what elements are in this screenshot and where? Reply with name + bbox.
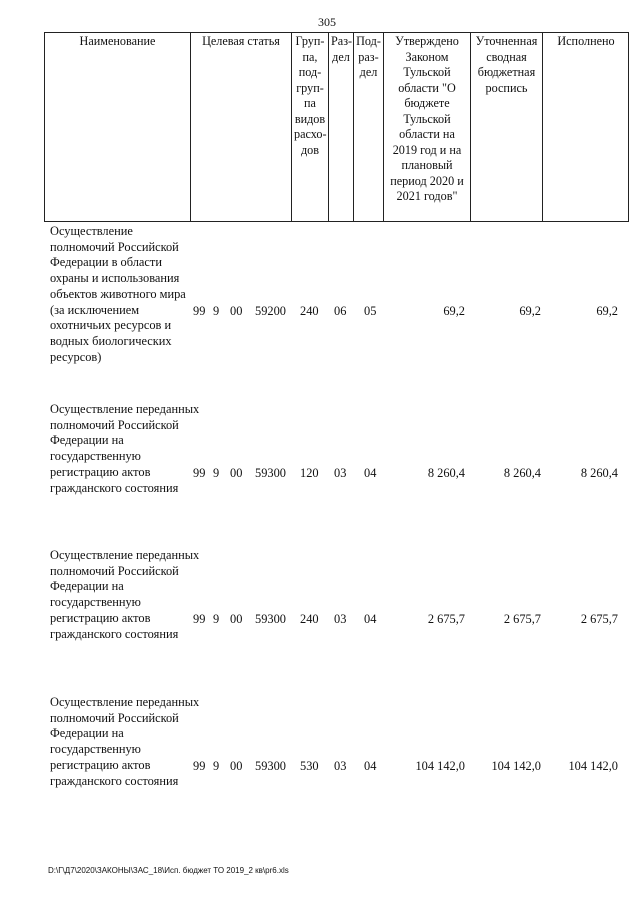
target-program: 99 — [193, 759, 206, 773]
subsection-code: 05 — [364, 304, 377, 318]
executed-value: 104 142,0 — [568, 759, 618, 773]
group-code: 240 — [300, 612, 319, 626]
target-subprogram: 9 — [213, 304, 220, 318]
target-program: 99 — [193, 466, 206, 480]
header-group: Груп-па, под-груп-па видов расхо-дов — [292, 33, 329, 221]
target-code: 59300 — [255, 612, 286, 626]
section-code: 03 — [334, 759, 347, 773]
subsection-code: 04 — [364, 612, 377, 626]
table-row — [0, 548, 640, 648]
target-code: 59300 — [255, 759, 286, 773]
approved-value: 8 260,4 — [427, 466, 465, 480]
table-row — [0, 402, 640, 502]
header-subsection: Под-раз-дел — [354, 33, 384, 221]
header-target: Целевая статья — [191, 33, 292, 221]
target-subprogram: 9 — [213, 466, 220, 480]
target-event: 00 — [230, 612, 243, 626]
header-approved: Утверждено Законом Тульской области "О бюджете Тульской области на 2019 год и на плановый период 2020 и 2021 годов" — [384, 33, 471, 221]
group-code: 120 — [300, 466, 319, 480]
row-name: Осуществление переданных полномочий Российской Федерации на государственную регистрацию актов гражданского состояния — [50, 695, 200, 788]
refined-value: 2 675,7 — [503, 612, 541, 626]
table-row — [0, 695, 640, 795]
file-path-footer: D:\Г\Д7\2020\ЗАКОНЫ\ЗАС_18\Исп. бюджет ТО 2019_2 кв\pr6.xls — [48, 866, 289, 875]
section-code: 06 — [334, 304, 347, 318]
target-subprogram: 9 — [213, 759, 220, 773]
header-executed: Исполнено — [557, 34, 615, 48]
executed-value: 2 675,7 — [580, 612, 618, 626]
refined-value: 104 142,0 — [491, 759, 541, 773]
target-event: 00 — [230, 466, 243, 480]
header-section: Раз-дел — [329, 33, 354, 221]
header-name: Наименование — [45, 33, 191, 221]
target-code: 59200 — [255, 304, 286, 318]
subsection-code: 04 — [364, 759, 377, 773]
refined-value: 69,2 — [519, 304, 541, 318]
table-row — [0, 224, 640, 374]
page-number: 305 — [318, 15, 336, 29]
target-program: 99 — [193, 304, 206, 318]
approved-value: 2 675,7 — [427, 612, 465, 626]
header-refined: Уточненная сводная бюджетная роспись — [471, 33, 543, 221]
group-code: 240 — [300, 304, 319, 318]
section-code: 03 — [334, 612, 347, 626]
approved-value: 104 142,0 — [415, 759, 465, 773]
target-subprogram: 9 — [213, 612, 220, 626]
target-program: 99 — [193, 612, 206, 626]
subsection-code: 04 — [364, 466, 377, 480]
executed-value: 69,2 — [596, 304, 618, 318]
section-code: 03 — [334, 466, 347, 480]
row-name: Осуществление переданных полномочий Российской Федерации на государственную регистрацию актов гражданского состояния — [50, 402, 200, 495]
refined-value: 8 260,4 — [503, 466, 541, 480]
executed-value: 8 260,4 — [580, 466, 618, 480]
row-name: Осуществление переданных полномочий Российской Федерации на государственную регистрацию актов гражданского состояния — [50, 548, 200, 641]
target-code: 59300 — [255, 466, 286, 480]
row-name: Осуществление полномочий Российской Федерации в области охраны и использования объектов животного мира (за исключением охотничьих ресурсов и водных биологических ресурсов) — [50, 224, 186, 364]
group-code: 530 — [300, 759, 319, 773]
table-header — [44, 32, 629, 222]
target-event: 00 — [230, 759, 243, 773]
approved-value: 69,2 — [443, 304, 465, 318]
target-event: 00 — [230, 304, 243, 318]
